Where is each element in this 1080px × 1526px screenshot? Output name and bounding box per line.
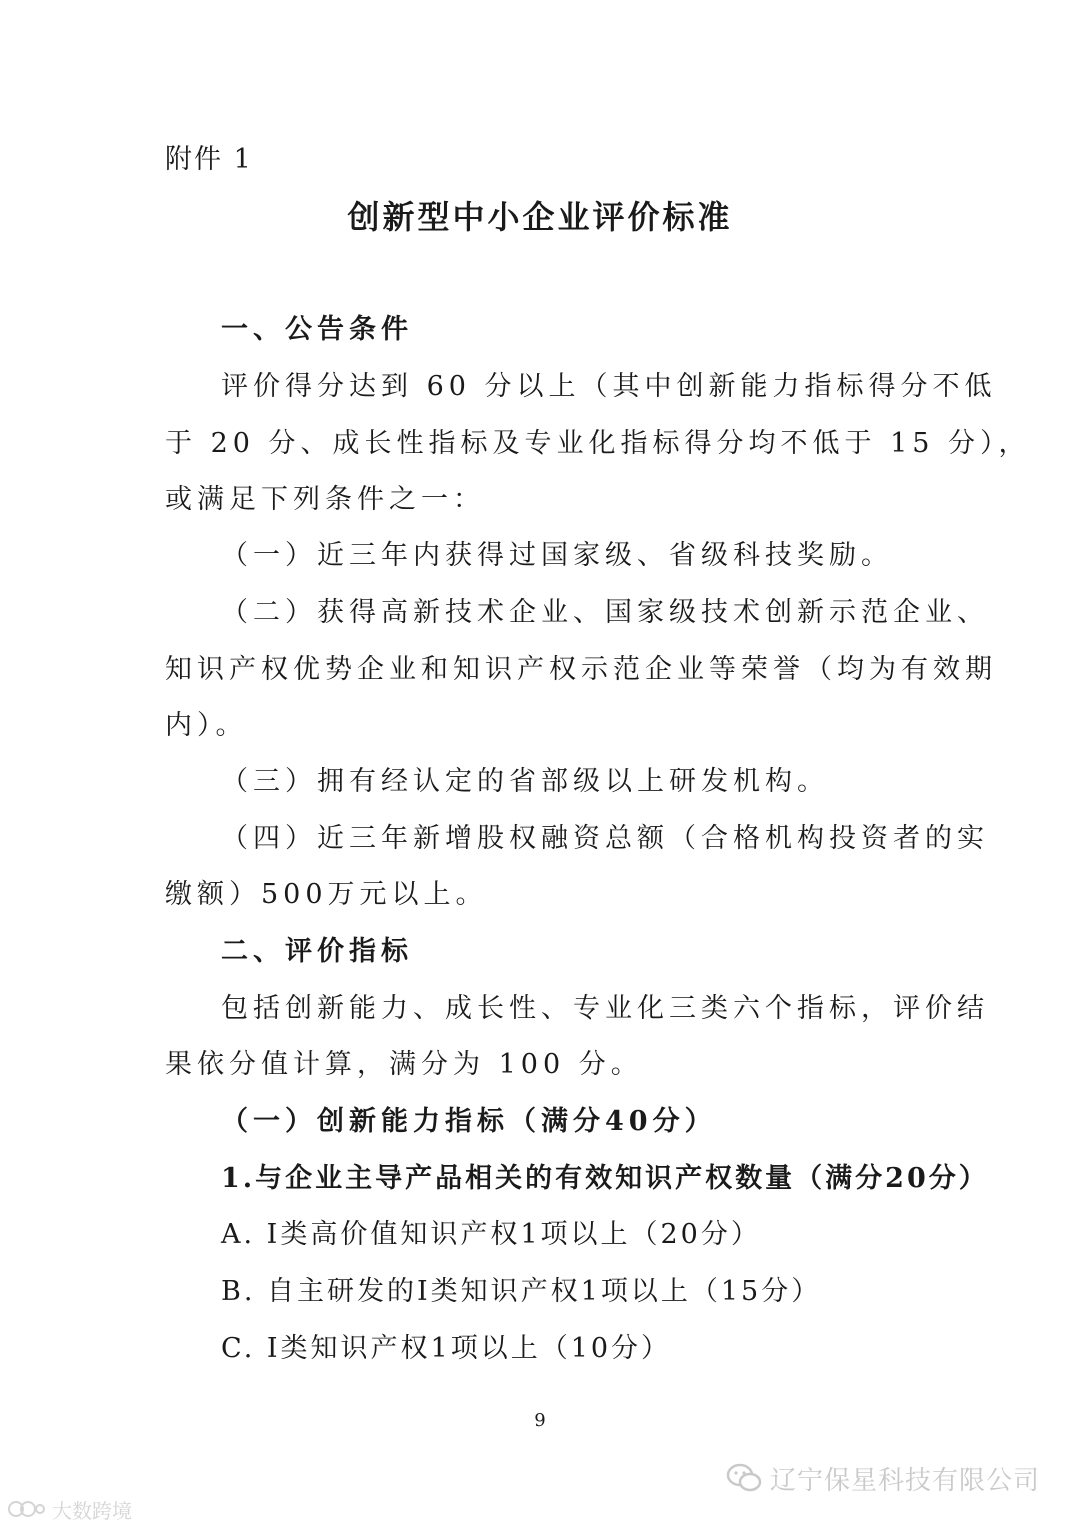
condition-item-4-line: （四）近三年新增股权融资总额（合格机构投资者的实 xyxy=(221,823,989,854)
condition-item-1: （一）近三年内获得过国家级、省级科技奖励。 xyxy=(221,540,893,571)
document-title: 创新型中小企业评价标准 xyxy=(347,198,733,236)
option-c: C. I类知识产权1项以上（10分） xyxy=(221,1333,672,1364)
option-a: A. I类高价值知识产权1项以上（20分） xyxy=(221,1219,761,1250)
condition-item-2-line: 内）。 xyxy=(165,710,248,741)
page-number: 9 xyxy=(534,1410,546,1431)
indicator-heading-ip: 1.与企业主导产品相关的有效知识产权数量（满分20分） xyxy=(221,1163,989,1194)
paragraph-line: 于 20 分、成长性指标及专业化指标得分均不低于 15 分）， xyxy=(165,428,1031,459)
site-logo-icon xyxy=(6,1499,46,1519)
condition-item-2-line: （二）获得高新技术企业、国家级技术创新示范企业、 xyxy=(221,597,989,628)
section-heading-indicators: 二、评价指标 xyxy=(221,936,413,967)
attachment-label: 附件 1 xyxy=(165,144,253,175)
option-b: B. 自主研发的I类知识产权1项以上（15分） xyxy=(221,1276,822,1307)
paragraph-line: 果依分值计算，满分为 100 分。 xyxy=(165,1049,643,1080)
paragraph-line: 包括创新能力、成长性、专业化三类六个指标，评价结 xyxy=(221,993,989,1024)
paragraph-line: 或满足下列条件之一： xyxy=(165,484,485,515)
subsection-heading-innovation: （一）创新能力指标（满分40分） xyxy=(221,1106,717,1137)
section-heading-announcement: 一、公告条件 xyxy=(221,314,413,345)
site-watermark-text: 大数跨境 xyxy=(52,1498,132,1523)
condition-item-4-line: 缴额）500万元以上。 xyxy=(165,879,488,910)
condition-item-2-line: 知识产权优势企业和知识产权示范企业等荣誉（均为有效期 xyxy=(165,654,997,685)
company-watermark-text: 辽宁保星科技有限公司 xyxy=(769,1465,1040,1496)
condition-item-3: （三）拥有经认定的省部级以上研发机构。 xyxy=(221,766,829,797)
wechat-icon xyxy=(726,1463,762,1493)
paragraph-line: 评价得分达到 60 分以上（其中创新能力指标得分不低 xyxy=(221,371,997,402)
site-watermark xyxy=(6,1496,132,1522)
company-watermark xyxy=(726,1458,1040,1498)
